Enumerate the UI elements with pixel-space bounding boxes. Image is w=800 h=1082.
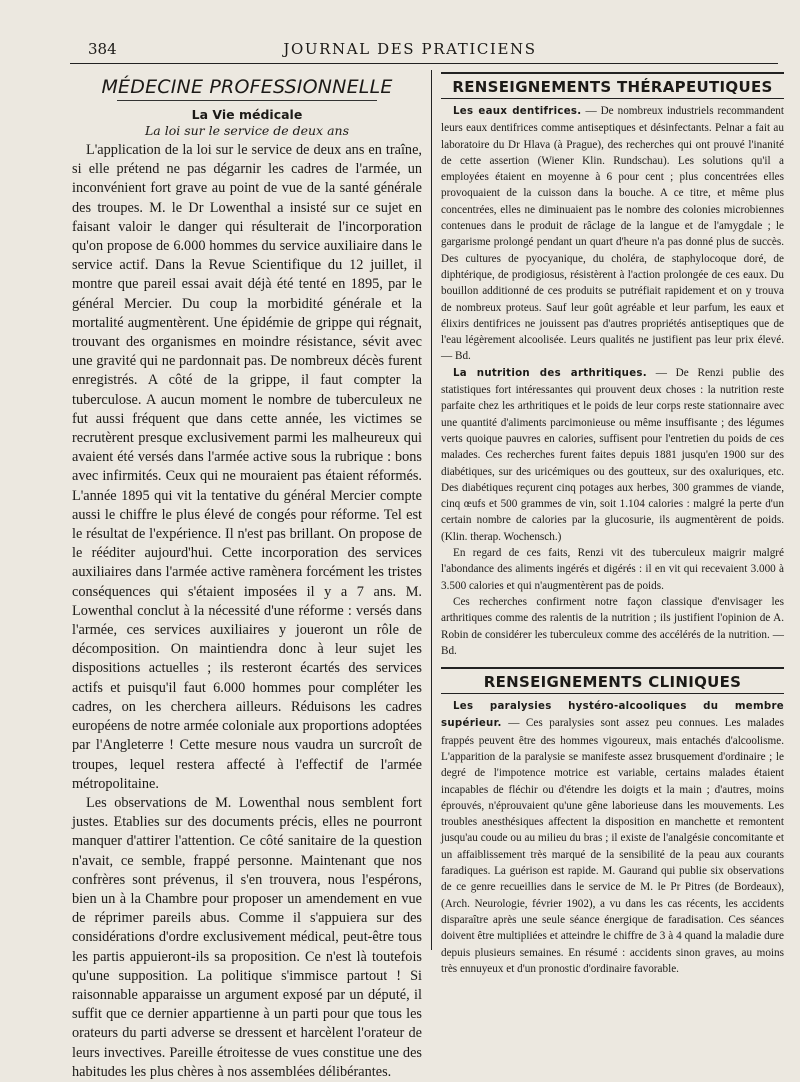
clinical-item bbox=[441, 698, 784, 977]
item-lead: Les eaux dentifrices. bbox=[453, 106, 582, 117]
article-subtitle: La loi sur le service de deux ans bbox=[145, 123, 349, 138]
header-rule bbox=[70, 63, 778, 64]
therapeutic-heading: RENSEIGNEMENTS THÉRAPEUTIQUES bbox=[441, 72, 784, 99]
section-title-rule bbox=[117, 100, 377, 101]
right-column bbox=[441, 72, 784, 975]
item-text: — De nombreux industriels recommandent leurs eaux dentifrices comme antiseptiques et désinfectants. Pelnar a fait au laboratoire du Dr Hlava (à Prague), des recherches qui ont prouvé l'inanité de cette assertion (Wiener Klin. Rundschau). Les solutions qu'il a employées étaient en moyenne à 6 pour cent ; plus concentrées elles provoquaient de la cuisson dans la bouche. A ce titre, et même plus concentrées, elles ne diminuaient pas le nombre des colonies microbiennes contenues dans le produit de râclage de la langue et de l'amygdale ; le gargarisme prolongé pendant un quart d'heure n'a pas donné plus de succès. Des cultures de pyocyanique, du choléra, de staphylocoque doré, de diphtérique, de prodigiosus, résistèrent à l'action prolongée de ces eaux. Du bouillon additionné de ces produits se putréfiait rapidement et on y trouva de nombreux proteus. Sauf leur goût agréable et leur parfum, les eaux et élixirs dentifrices ne jouissent pas d'autres propriétés antiseptiques que de l'eau légèrement alcoolisée. Leurs qualités ne justifient pas leur prix élevé. — Bd. bbox=[441, 105, 784, 363]
article-paragraph: L'application de la loi sur le service de deux ans en traîne, si elle prétend ne pas dégarnir les cadres de l'armée, un inconvénient fort grave au point de vue de la santé générale des troupes. M. le Dr Lowenthal a insisté sur ce sujet en faisant valoir le danger qui résulterait de l'incorporation qu'on propose de 6.000 hommes du service auxiliaire dans le service actif. Dans la Revue Scientifique du 12 juillet, il montre que pareil essai avait déjà été tenté en 1895, par le général Mercier. Du coup la morbidité générale et la mortalité augmentèrent. Une épidémie de grippe qui régnait, trouvant des organismes en moindre résistance, sévit avec une gravité qui ne pardonnait pas. De nombreux décès furent enregistrés. A côté de la grippe, il faut compter la tuberculose. A aucun moment le nombre de tuberculeux ne fut aussi fréquent que dans cette année, les victimes se recrutèrent presque exclusivement parmi les malheureux qui avaient été versés dans l'armée active sous la rubrique : bons avec infirmités. Ceux qui ne mouraient pas étaient réformés. L'année 1895 qui vit la tentative du général Mercier compte aussi le chiffre le plus élevé de congés pour réforme. Tel est le résultat de l'expérience. Il n'est pas brillant. On propose de le rééditer aujourd'hui. Cette incorporation des services auxiliaires dans l'armée active ramènera forcément les tristes conséquences qui s'étaient imposées il y a 7 ans. M. Lowenthal conclut à la nécessité d'une réforme : versés dans l'armée, ces services auxiliaires y joueront un rôle de décomposition. On maintiendra donc à leur sujet les dispositions actuelles ; ils resteront écartés des services actifs et puisqu'il faut 6.000 hommes pour compléter les cadres, on les cherchera ailleurs. Réduisons les cadres européens de notre armée coloniale aux proportions adoptées par l'Angleterre ! Cette mesure nous vaudra un surcroît de troupes, lequel restera affecté à l'effectif de l'armée métropolitaine. bbox=[72, 142, 422, 792]
item-text: — De Renzi publie des statistiques fort intéressantes qui prouvent deux choses : la nutrition reste parfaite chez les arthritiques et le poids de leur corps reste stationnaire avec une quantité d'aliments parcimonieuse ou même insuffisante ; des légumes verts quoique pauvres en calories, suffisent pour l'entretien du poids de ces malades. Ces recherches furent faites depuis 1881 jusqu'en 1900 sur des diabétiques, sur des uricémiques ou des goutteux, sur des oxaluriques, etc. Des diabétiques reçurent cinq potages aux herbes, 300 grammes de viande, cinq œufs et 500 grammes de vin, soit 1.104 calories : malgré la perte d'un certain nombre de calories par la glucosurie, ils augmentèrent de poids. (Klin. therap. Wochensch.) bbox=[441, 366, 784, 543]
item-text: Ces recherches confirment notre façon classique d'envisager les arthritiques comme des ralentis de la nutrition ; ils justifient l'opinion de A. Robin de considérer les tuberculeux comme des accélérés de la nutrition. — Bd. bbox=[441, 595, 784, 657]
section-title: MÉDECINE PROFESSIONNELLE bbox=[101, 76, 393, 98]
item-text: En regard de ces faits, Renzi vit des tuberculeux maigrir malgré l'abondance des aliments ingérés et digérés : il en vit qui recevaient 3.000 à 3.500 calories et qui n'augmentèrent pas de poids. bbox=[441, 547, 784, 592]
page-number: 384 bbox=[88, 40, 117, 58]
article-paragraph: Les observations de M. Lowenthal nous semblent fort justes. Etablies sur des documents précis, elles ne pourront manquer d'attirer l'attention. Ce côté sanitaire de la question n'avait, ce semble, frappé personne. Maintenant que nos confrères sont prévenus, il s'en trouvera, nous l'espérons, bien un à la Chambre pour proposer un amendement en vue de réprimer pareils abus. Comme il s'appuiera sur des considérations d'ordre exclusivement médical, peut-être tous les partis appuieront-ils sa proposition. Ce n'est là toutefois qu'une supposition. La politique s'immisce partout ! Si raisonnable apparaisse un argument exposé par un député, il suffit que ce dernier appartienne à un parti pour que tous les orateurs du parti adverse se dressent et harcèlent l'orateur de leurs invectives. Pareille étroitesse de vues constitue une des habitudes les plus chères à nos assemblées délibérantes. bbox=[72, 794, 422, 1080]
therapeutic-item bbox=[441, 545, 784, 594]
column-divider bbox=[431, 70, 432, 950]
item-text: — Ces paralysies sont assez peu connues. Les malades frappés peuvent être des hommes vigoureux, mais entachés d'alcoolisme. L'apparition de la paralysie se manifeste assez brusquement d'ordinaire ; le degré de l'impotence motrice est variable, certains malades étaient incapables de fléchir ou d'étendre les doigts et la main ; d'autres, moins éprouvés, n'éprouvaient qu'une gêne laborieuse dans les mouvements. Les troubles anesthésiques affectent la disposition en manchette et remontent jusqu'au coude ou au milieu du bras ; il existe de l'analgésie concomitante et un affaiblissement très marqué de la sensibilité de la peau aux courants faradiques. La guérison est rapide. M. Gaurand qui publie six observations de ce genre recueillies dans le service de M. le Pr Pitres (de Bordeaux), (Arch. Neurologie, février 1902), a vu dans les cas récents, les accidents disparaître après une seule séance énergique de faradisation. Ces séances doivent être multipliées et atteindre le chiffre de 3 à 4 quand la maladie dure depuis plusieurs semaines. En résumé : accidents sinon graves, au moins très ennuyeux et d'un pronostic d'ordinaire favorable. bbox=[441, 717, 784, 975]
therapeutic-item bbox=[441, 103, 784, 365]
article-title: La Vie médicale bbox=[191, 107, 303, 122]
therapeutic-item bbox=[441, 365, 784, 545]
clinical-heading: RENSEIGNEMENTS CLINIQUES bbox=[441, 667, 784, 694]
left-column bbox=[72, 72, 422, 1080]
item-lead: Les paralysies hystéro-alcooliques du membre supérieur. bbox=[441, 701, 784, 730]
therapeutic-item bbox=[441, 594, 784, 659]
item-lead: La nutrition des arthritiques. bbox=[453, 367, 647, 379]
journal-title: JOURNAL DES PRATICIENS bbox=[283, 40, 537, 58]
running-head bbox=[70, 40, 750, 60]
